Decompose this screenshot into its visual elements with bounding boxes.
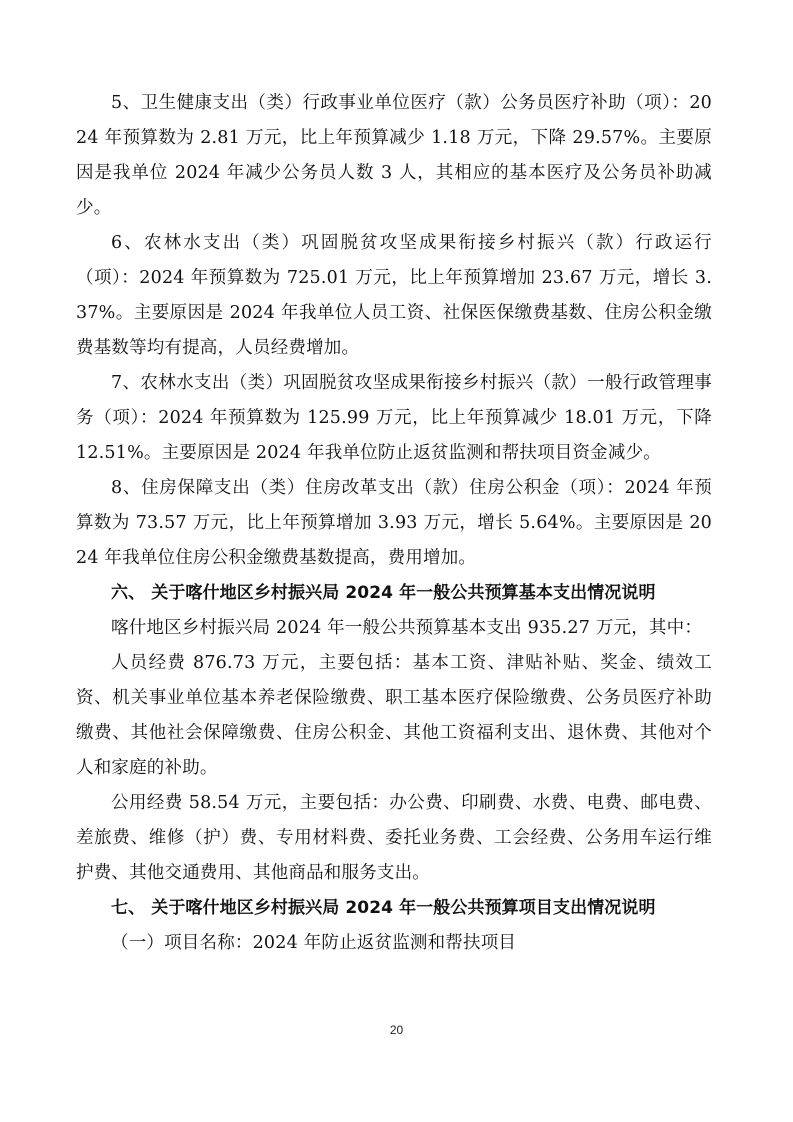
section-heading-7: 七、 关于喀什地区乡村振兴局 2024 年一般公共预算项目支出情况说明 — [111, 898, 656, 918]
paragraph-public-expenses: 公用经费 58.54 万元，主要包括：办公费、印刷费、水费、电费、邮电费、差旅费、维修（护）费、专用材料费、委托业务费、工会经费、公务用车运行维护费、其他交通费用、其他商品和服务支出。 — [76, 793, 712, 883]
paragraph-item-5-health-expenditure: 5、卫生健康支出（类）行政事业单位医疗（款）公务员医疗补助（项）：2024 年预算数为 2.81 万元，比上年预算减少 1.18 万元，下降 29.57%。主要原因是我单位 2024 年减少公务员人数 3 人，其相应的基本医疗及公务员补助减少。 — [76, 93, 712, 218]
paragraph-personnel-expenses: 人员经费 876.73 万元，主要包括：基本工资、津贴补贴、奖金、绩效工资、机关事业单位基本养老保险缴费、职工基本医疗保险缴费、公务员医疗补助缴费、其他社会保障缴费、住房公积金、其他工资福利支出、退休费、其他对个人和家庭的补助。 — [76, 653, 712, 778]
paragraph-item-6-agriculture-admin: 6、农林水支出（类）巩固脱贫攻坚成果衔接乡村振兴（款）行政运行（项）：2024 年预算数为 725.01 万元，比上年预算增加 23.67 万元，增长 3.37%。主要原因是 2024 年我单位人员工资、社保医保缴费基数、住房公积金缴费基数等均有提高，人员经费增加。 — [76, 233, 712, 358]
section-heading-6: 六、 关于喀什地区乡村振兴局 2024 年一般公共预算基本支出情况说明 — [111, 583, 656, 603]
paragraph-project-name: （一）项目名称：2024 年防止返贫监测和帮扶项目 — [111, 933, 517, 953]
paragraph-basic-expenditure-total: 喀什地区乡村振兴局 2024 年一般公共预算基本支出 935.27 万元，其中： — [111, 618, 703, 638]
document-body — [76, 86, 712, 961]
paragraph-item-8-housing-fund: 8、住房保障支出（类）住房改革支出（款）住房公积金（项）：2024 年预算数为 73.57 万元，比上年预算增加 3.93 万元，增长 5.64%。主要原因是 2024 年我单位住房公积金缴费基数提高，费用增加。 — [76, 478, 712, 568]
paragraph-item-7-agriculture-affairs: 7、农林水支出（类）巩固脱贫攻坚成果衔接乡村振兴（款）一般行政管理事务（项）：2024 年预算数为 125.99 万元，比上年预算减少 18.01 万元，下降 12.51%。主要原因是 2024 年我单位防止返贫监测和帮扶项目资金减少。 — [76, 373, 712, 463]
page-number: 20 — [389, 1023, 404, 1037]
